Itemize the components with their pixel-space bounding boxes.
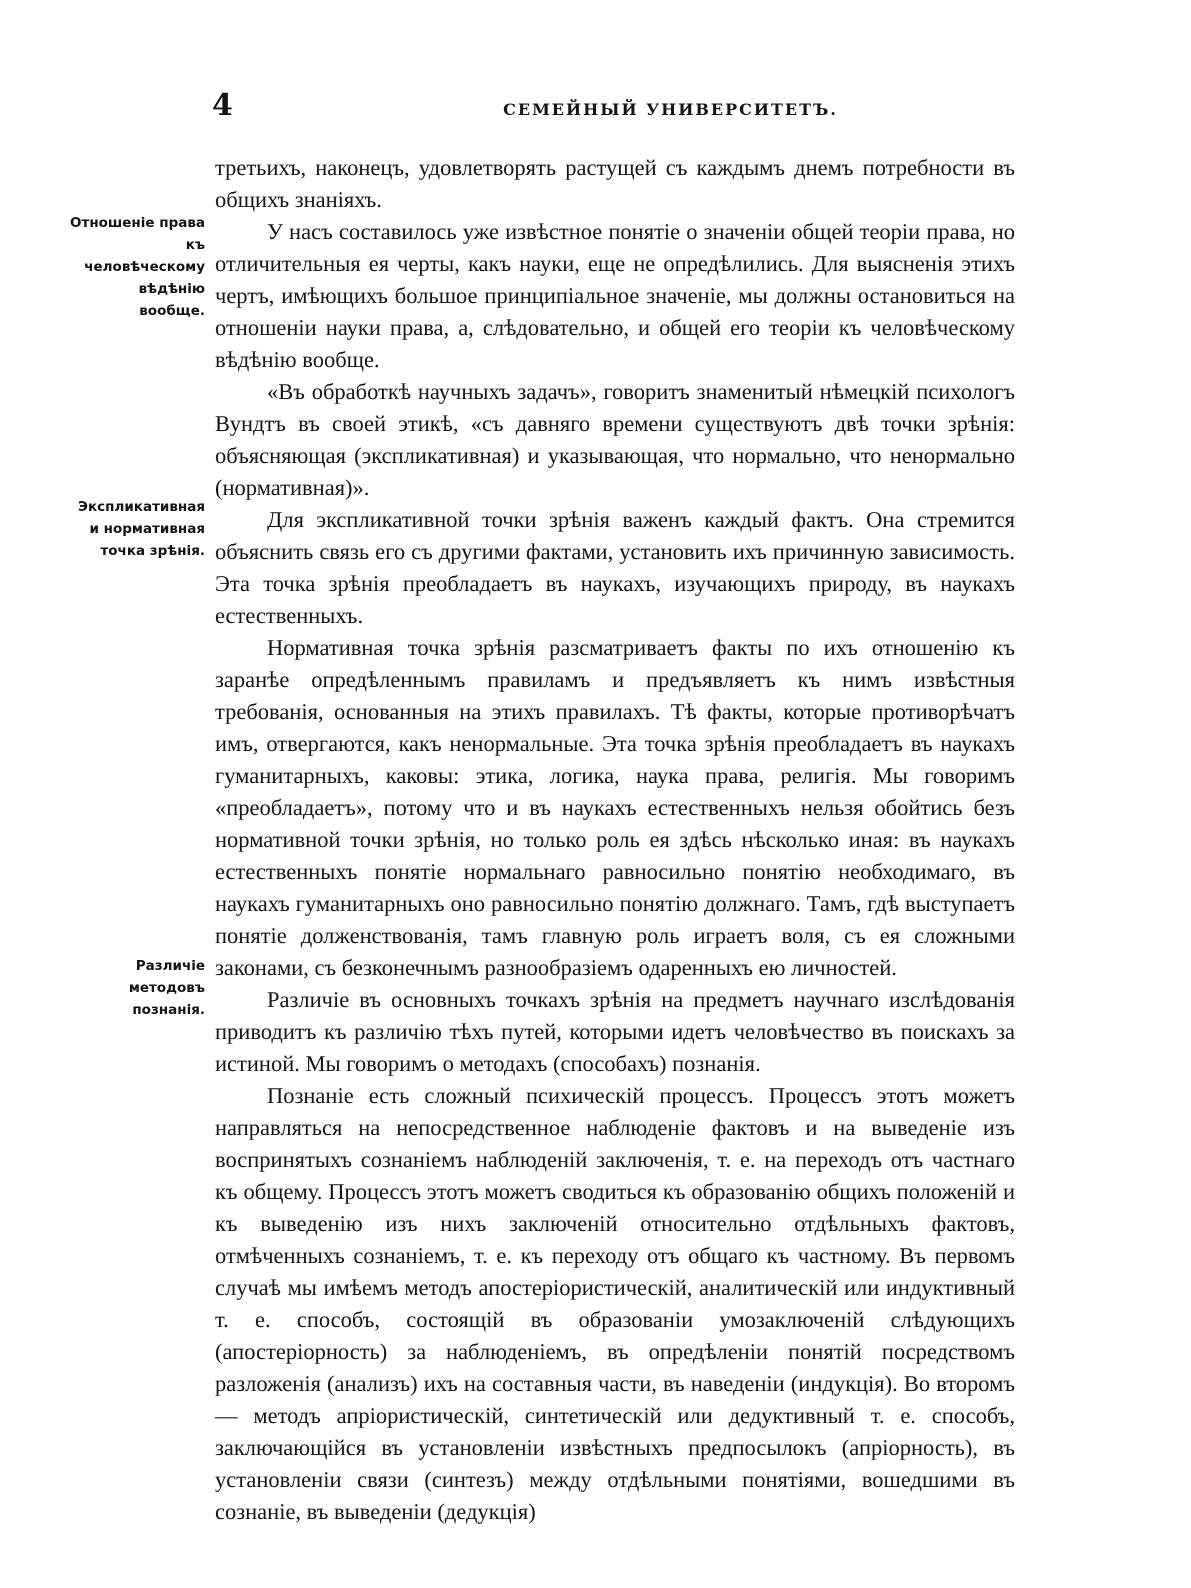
paragraph-2: У насъ составилось уже извѣстное понятіе о значеніи общей теоріи права, но отличительныя ея черты, какъ науки, еще не опредѣлились. Для выясненія этихъ чертъ, имѣющихъ большое принципіальное значеніе, мы должны остановиться на отношеніи науки права, а, слѣдовательно, и общей его теоріи къ человѣческому вѣдѣнію вообще. [215, 219, 1015, 372]
margin-note-methods-of-knowledge: Различіе методовъ познанія. [128, 958, 205, 1018]
paragraph-1: третьихъ, наконецъ, удовлетворять растущей съ каждымъ днемъ потребности въ общихъ знаніяхъ. [215, 155, 1015, 212]
paragraph-6: Различіе въ основныхъ точкахъ зрѣнія на предметъ научнаго изслѣдованія приводитъ къ различію тѣхъ путей, которыми идетъ человѣчество въ поискахъ за истиной. Мы говоримъ о методахъ (способахъ) познанія. [215, 987, 1015, 1076]
margin-note-explicative-normative: Экспликативная и нормативная точка зрѣнія. [78, 499, 205, 559]
margin-note-law-and-knowledge: Отношеніе права къ человѣческому вѣдѣнію вообще. [70, 215, 205, 319]
paragraph-5: Нормативная точка зрѣнія разсматриваетъ факты по ихъ отношенію къ заранѣе опредѣленнымъ правиламъ и предъявляетъ къ нимъ извѣстныя требованія, основанныя на этихъ правилахъ. Тѣ факты, которые противорѣчатъ имъ, отвергаются, какъ ненормальные. Эта точка зрѣнія преобладаетъ въ наукахъ гуманитарныхъ, каковы: этика, логика, наука права, религія. Мы говоримъ «преобладаетъ», потому что и въ наукахъ естественныхъ нельзя обойтись безъ нормативной точки зрѣнія, но только роль ея здѣсь нѣсколько иная: въ наукахъ естественныхъ понятіе нормальнаго равносильно понятію необходимаго, въ наукахъ гуманитарныхъ оно равносильно понятію должнаго. Тамъ, гдѣ выступаетъ понятіе долженствованія, тамъ главную роль играетъ воля, съ ея сложными законами, съ безконечнымъ разнообразіемъ одаренныхъ ею личностей. [215, 635, 1015, 980]
paragraph-7: Познаніе есть сложный психическій процессъ. Процессъ этотъ можетъ направляться на непосредственное наблюденіе фактовъ и на выведеніе изъ воспринятыхъ сознаніемъ наблюденій заключенія, т. е. на переходъ отъ частнаго къ общему. Процессъ этотъ можетъ сводиться къ образованію общихъ положеній и къ выведенію изъ нихъ заключеній относительно отдѣльныхъ фактовъ, отмѣченныхъ сознаніемъ, т. е. къ переходу отъ общаго къ частному. Въ первомъ случаѣ мы имѣемъ методъ апостеріористическій, аналитическій или индуктивный т. е. способъ, состоящій въ образованіи умозаключеній слѣдующихъ (апостеріорность) за наблюденіемъ, въ опредѣленіи понятій посредствомъ разложенія (анализъ) ихъ на составныя части, въ наведеніи (индукція). Во второмъ — методъ апріористическій, синтетическій или дедуктивный т. е. способъ, заключающійся въ установленіи извѣстныхъ предпосылокъ (апріорность), въ установленіи связи (синтезъ) между отдѣльными понятіями, вошедшими въ сознаніе, въ выведеніи (дедукція) [215, 1083, 1015, 1524]
page-number: 4 [212, 88, 233, 123]
paragraph-3: «Въ обработкѣ научныхъ задачъ», говоритъ знаменитый нѣмецкій психологъ Вундтъ въ своей этикѣ, «съ давняго времени существуютъ двѣ точки зрѣнія: объясняющая (экспликативная) и указывающая, что нормально, что ненормально (нормативная)». [215, 379, 1015, 500]
body-text [215, 152, 1015, 1528]
running-title: СЕМЕЙНЫЙ УНИВЕРСИТЕТЪ. [503, 100, 838, 119]
paragraph-4: Для экспликативной точки зрѣнія важенъ каждый фактъ. Она стремится объяснить связь его съ другими фактами, установить ихъ причинную зависимость. Эта точка зрѣнія преобладаетъ въ наукахъ, изучающихъ природу, въ наукахъ естественныхъ. [215, 507, 1015, 628]
